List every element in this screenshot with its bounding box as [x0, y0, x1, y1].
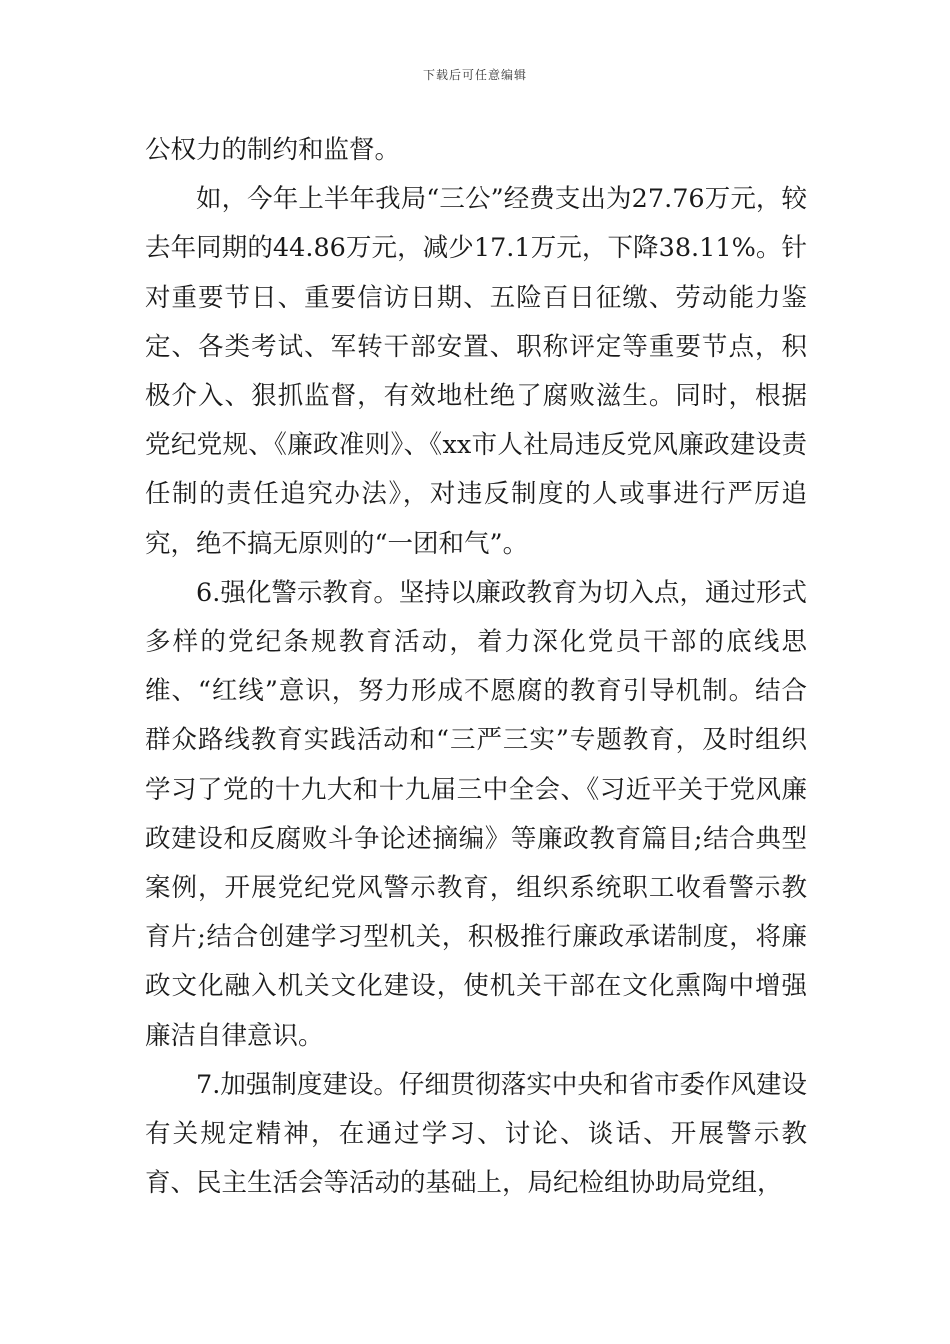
- paragraph-warning-education: 6.强化警示教育。坚持以廉政教育为切入点，通过形式多样的党纪条规教育活动，着力深化党员干部的底线思维、“红线”意识，努力形成不愿腐的教育引导机制。结合群众路线教育实践活动和“三严三实”专题教育，及时组织学习了党的十九大和十九届三中全会、《习近平关于党风廉政建设和反腐败斗争论述摘编》等廉政教育篇目;结合典型案例，开展党纪党风警示教育，组织系统职工收看警示教育片;结合创建学习型机关，积极推行廉政承诺制度，将廉政文化融入机关文化建设，使机关干部在文化熏陶中增强廉洁自律意识。: [145, 577, 807, 1051]
- paragraph-continuation: 公权力的制约和监督。: [145, 135, 401, 165]
- paragraph-expenditure: 如，今年上半年我局“三公”经费支出为27.76万元，较去年同期的44.86万元，减少17.1万元，下降38.11%。针对重要节日、重要信访日期、五险百日征缴、劳动能力鉴定、各类考试、军转干部安置、职称评定等重要节点，积极介入、狠抓监督，有效地杜绝了腐败滋生。同时，根据党纪党规、《廉政准则》、《xx市人社局违反党风廉政建设责任制的责任追究办法》，对违反制度的人或事进行严厉追究，绝不搞无原则的“一团和气”。: [145, 184, 807, 559]
- paragraph-system-building: 7.加强制度建设。仔细贯彻落实中央和省市委作风建设有关规定精神，在通过学习、讨论、谈话、开展警示教育、民主生活会等活动的基础上，局纪检组协助局党组，: [145, 1069, 807, 1199]
- document-body: [145, 126, 807, 1208]
- page-header-note: 下载后可任意编辑: [422, 68, 527, 82]
